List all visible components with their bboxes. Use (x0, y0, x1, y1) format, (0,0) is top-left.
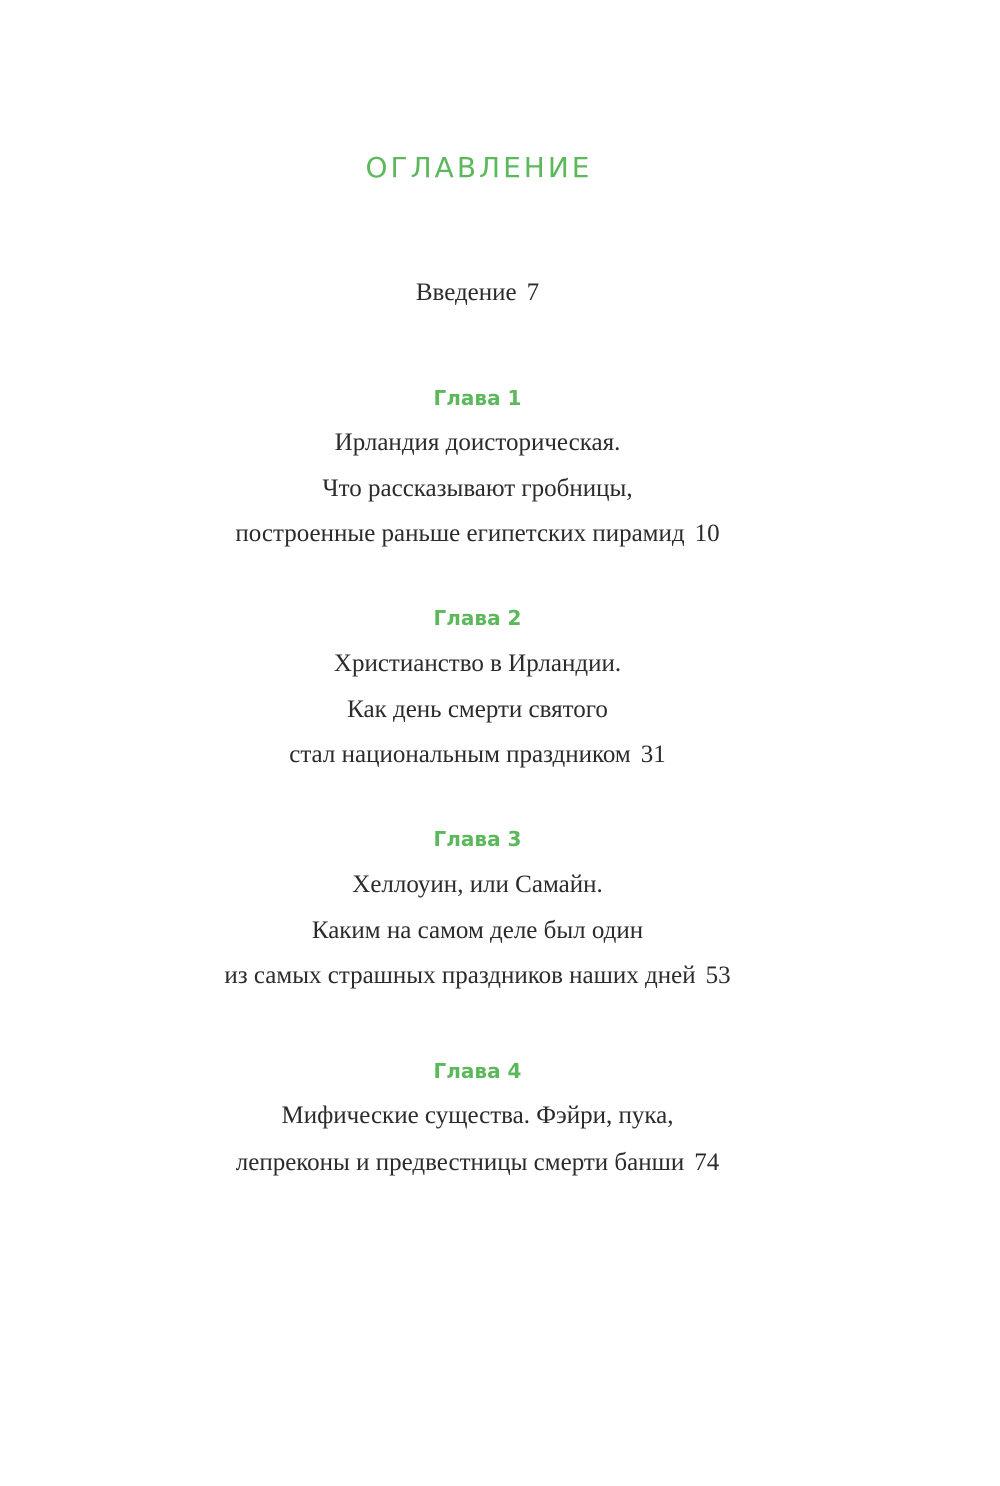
chapter-3-label: Глава 3 (433, 827, 522, 851)
chapter-1-line-2: Что рассказывают гробницы, (322, 475, 633, 502)
chapter-4-label: Глава 4 (433, 1059, 522, 1083)
chapter-1-line-1: Ирландия доисторическая. (334, 429, 621, 456)
page-number: 53 (705, 962, 731, 989)
chapter-3-line-1: Хеллоуин, или Самайн. (352, 871, 603, 898)
page-number: 7 (526, 279, 540, 306)
page-number: 10 (694, 520, 720, 547)
chapter-4-line-1: Мифические существа. Фэйри, пука, (281, 1102, 674, 1129)
chapter-1-label: Глава 1 (433, 386, 522, 410)
entry-text: Введение (415, 279, 517, 306)
entry-text: построенные раньше египетских пирамид (235, 520, 685, 547)
chapter-2-label: Глава 2 (433, 606, 522, 630)
chapter-4-line-2 (0, 1146, 955, 1180)
chapter-2-line-3 (0, 738, 955, 772)
toc-entry-intro (0, 276, 955, 310)
entry-text: стал национальным праздником (289, 741, 631, 768)
chapter-3-line-3 (0, 959, 955, 993)
chapter-2-line-2: Как день смерти святого (347, 696, 608, 723)
entry-text: лепреконы и предвестницы смерти банши (235, 1149, 685, 1176)
chapter-3-line-2: Каким на самом деле был один (311, 917, 644, 944)
chapter-2-line-1: Христианство в Ирландии. (333, 650, 622, 677)
page-number: 74 (694, 1149, 720, 1176)
page-number: 31 (640, 741, 666, 768)
chapter-1-line-3 (0, 517, 955, 551)
entry-text: из самых страшных праздников наших дней (224, 962, 696, 989)
page-title: ОГЛАВЛЕНИЕ (365, 151, 593, 184)
